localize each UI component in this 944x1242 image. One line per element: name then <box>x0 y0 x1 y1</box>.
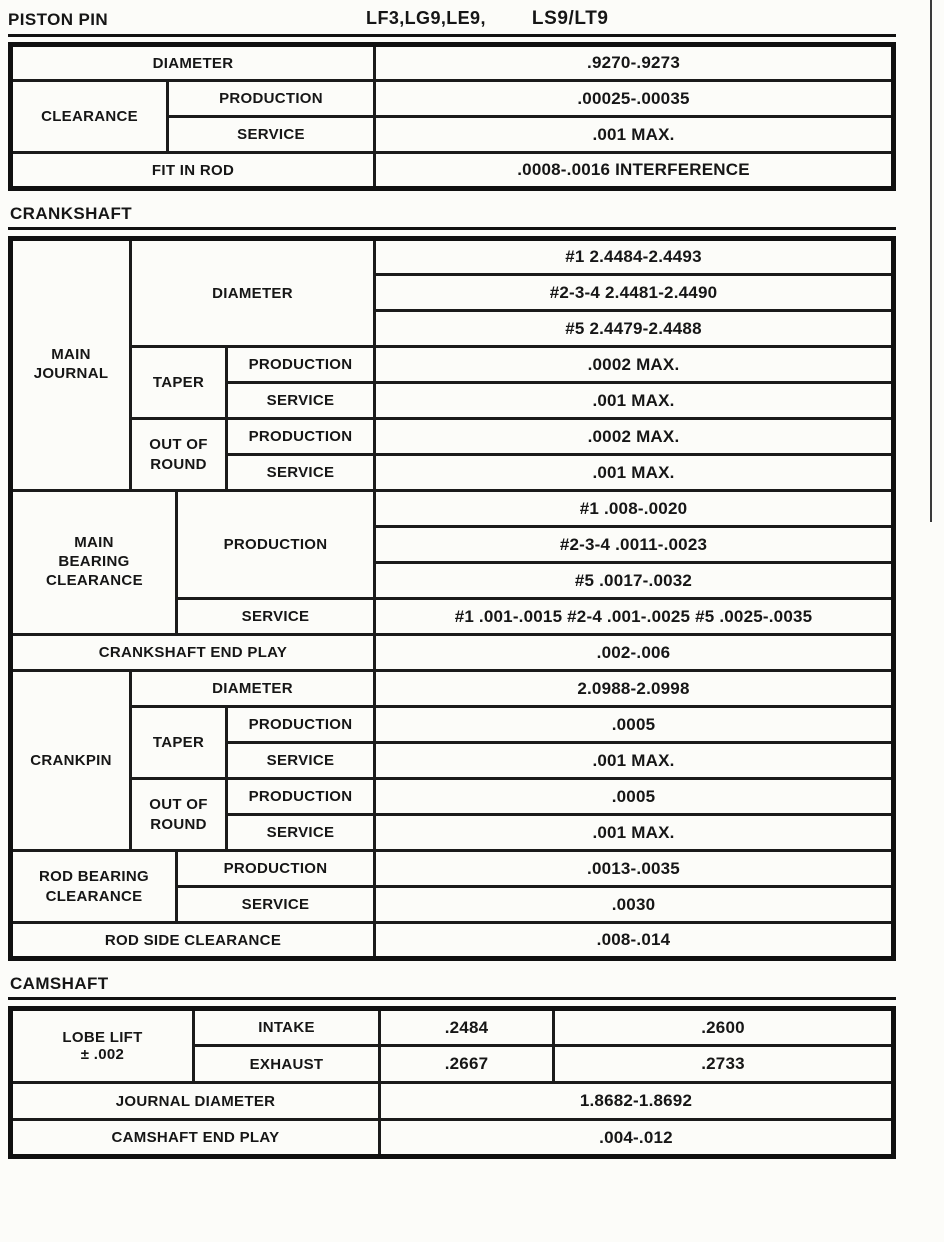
scan-edge-artifact <box>930 0 932 522</box>
camshaft-end-play-value: .004-.012 <box>380 1120 894 1157</box>
table-row <box>11 81 894 117</box>
crankpin-taper-label: TAPER <box>131 707 227 779</box>
main-journal-taper-service-label: SERVICE <box>227 383 375 419</box>
crankpin-diameter-label: DIAMETER <box>131 671 375 707</box>
piston-pin-clearance-label: CLEARANCE <box>11 81 168 153</box>
mbc-service-label: SERVICE <box>177 599 375 635</box>
piston-pin-table <box>8 42 896 191</box>
crankpin-taper-service-label: SERVICE <box>227 743 375 779</box>
rod-bearing-clearance-label: ROD BEARING CLEARANCE <box>11 851 177 923</box>
crankpin-diameter-value: 2.0988-2.0998 <box>375 671 894 707</box>
lobe-lift-label <box>11 1009 194 1083</box>
table-row <box>11 419 894 455</box>
section-title-crankshaft: CRANKSHAFT <box>8 201 896 230</box>
rbc-service-label: SERVICE <box>177 887 375 923</box>
main-journal-diameter-5-value: #5 2.4479-2.4488 <box>375 311 894 347</box>
lobe-lift-intake-label: INTAKE <box>194 1009 380 1046</box>
mbc-service-value: #1 .001-.0015 #2-4 .001-.0025 #5 .0025-.0035 <box>375 599 894 635</box>
table-row <box>11 347 894 383</box>
main-journal-oor-service-value: .001 MAX. <box>375 455 894 491</box>
crankpin-taper-production-value: .0005 <box>375 707 894 743</box>
lobe-lift-title: LOBE LIFT <box>62 1029 143 1046</box>
crankpin-taper-production-label: PRODUCTION <box>227 707 375 743</box>
crankpin-oor-service-value: .001 MAX. <box>375 815 894 851</box>
crankpin-out-of-round-label: OUT OF ROUND <box>131 779 227 851</box>
table-row <box>11 153 894 189</box>
crankshaft-end-play-label: CRANKSHAFT END PLAY <box>11 635 375 671</box>
lobe-lift-intake-left-value: .2484 <box>380 1009 554 1046</box>
mbc-production-1-value: #1 .008-.0020 <box>375 491 894 527</box>
lobe-lift-tolerance: ± .002 <box>80 1046 125 1063</box>
lobe-lift-intake-right-value: .2600 <box>554 1009 894 1046</box>
camshaft-journal-diameter-label: JOURNAL DIAMETER <box>11 1083 380 1120</box>
piston-pin-fit-in-rod-value: .0008-.0016 INTERFERENCE <box>375 153 894 189</box>
table-row <box>11 1009 894 1046</box>
piston-pin-clearance-production-value: .00025-.00035 <box>375 81 894 117</box>
lobe-lift-exhaust-left-value: .2667 <box>380 1046 554 1083</box>
rbc-service-value: .0030 <box>375 887 894 923</box>
main-journal-taper-service-value: .001 MAX. <box>375 383 894 419</box>
main-bearing-clearance-label: MAIN BEARING CLEARANCE <box>11 491 177 635</box>
crankpin-oor-service-label: SERVICE <box>227 815 375 851</box>
piston-pin-clearance-service-value: .001 MAX. <box>375 117 894 153</box>
piston-pin-clearance-service-label: SERVICE <box>168 117 375 153</box>
main-journal-oor-production-value: .0002 MAX. <box>375 419 894 455</box>
table-row <box>11 635 894 671</box>
table-row <box>11 239 894 275</box>
main-journal-diameter-label: DIAMETER <box>131 239 375 347</box>
rbc-production-label: PRODUCTION <box>177 851 375 887</box>
crankpin-taper-service-value: .001 MAX. <box>375 743 894 779</box>
main-journal-oor-service-label: SERVICE <box>227 455 375 491</box>
table-row <box>11 45 894 81</box>
table-row <box>11 1120 894 1157</box>
mbc-production-label: PRODUCTION <box>177 491 375 599</box>
rbc-production-value: .0013-.0035 <box>375 851 894 887</box>
piston-pin-fit-in-rod-label: FIT IN ROD <box>11 153 375 189</box>
section-title-piston-pin: PISTON PIN <box>8 10 109 29</box>
table-row <box>11 923 894 959</box>
table-row <box>11 779 894 815</box>
crankshaft-end-play-value: .002-.006 <box>375 635 894 671</box>
crankpin-label: CRANKPIN <box>11 671 131 851</box>
engine-group-right: LS9/LT9 <box>531 8 609 29</box>
camshaft-table <box>8 1006 896 1159</box>
table-row <box>11 671 894 707</box>
lobe-lift-exhaust-right-value: .2733 <box>554 1046 894 1083</box>
mbc-production-234-value: #2-3-4 .0011-.0023 <box>375 527 894 563</box>
table-row <box>11 1083 894 1120</box>
main-journal-taper-production-value: .0002 MAX. <box>375 347 894 383</box>
crankpin-oor-production-value: .0005 <box>375 779 894 815</box>
piston-pin-clearance-production-label: PRODUCTION <box>168 81 375 117</box>
table-row <box>11 491 894 527</box>
piston-pin-diameter-label: DIAMETER <box>11 45 375 81</box>
main-journal-taper-production-label: PRODUCTION <box>227 347 375 383</box>
main-journal-out-of-round-label: OUT OF ROUND <box>131 419 227 491</box>
rod-side-clearance-value: .008-.014 <box>375 923 894 959</box>
rod-side-clearance-label: ROD SIDE CLEARANCE <box>11 923 375 959</box>
section-title-camshaft: CAMSHAFT <box>8 971 896 1000</box>
main-journal-oor-production-label: PRODUCTION <box>227 419 375 455</box>
table-row <box>11 707 894 743</box>
lobe-lift-exhaust-label: EXHAUST <box>194 1046 380 1083</box>
table-row <box>11 851 894 887</box>
camshaft-journal-diameter-value: 1.8682-1.8692 <box>380 1083 894 1120</box>
main-journal-taper-label: TAPER <box>131 347 227 419</box>
mbc-production-5-value: #5 .0017-.0032 <box>375 563 894 599</box>
main-journal-label: MAIN JOURNAL <box>11 239 131 491</box>
camshaft-end-play-label: CAMSHAFT END PLAY <box>11 1120 380 1157</box>
page-header <box>8 8 896 37</box>
crankshaft-table <box>8 236 896 961</box>
engine-applicability <box>366 8 609 30</box>
piston-pin-diameter-value: .9270-.9273 <box>375 45 894 81</box>
crankpin-oor-production-label: PRODUCTION <box>227 779 375 815</box>
engine-group-left: LF3,LG9,LE9, <box>366 8 486 28</box>
main-journal-diameter-234-value: #2-3-4 2.4481-2.4490 <box>375 275 894 311</box>
main-journal-diameter-1-value: #1 2.4484-2.4493 <box>375 239 894 275</box>
